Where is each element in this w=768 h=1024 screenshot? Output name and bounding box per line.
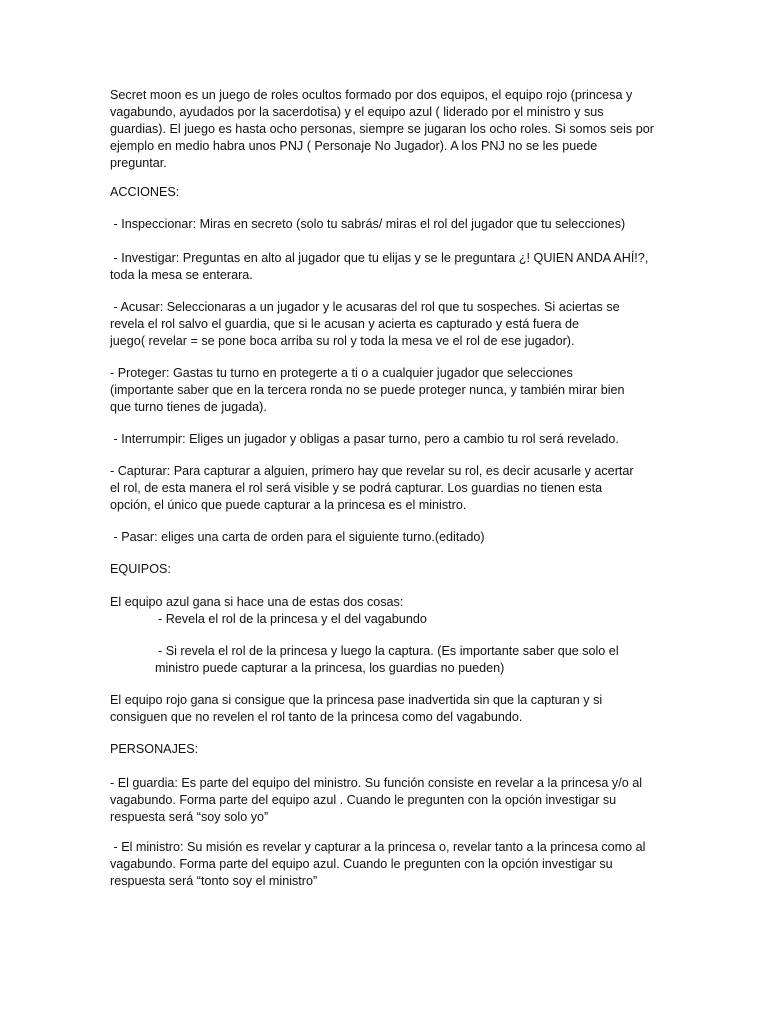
text-line: vagabundo. Forma parte del equipo azul. Cuando le pregunten con la opción investigar su [110,857,613,871]
text-line: preguntar. [110,156,167,170]
text-line: - Inspeccionar: Miras en secreto (solo tu sabrás/ miras el rol del jugador que tu selecciones) [110,217,626,231]
text-line: revela el rol salvo el guardia, que si le acusan y acierta es capturado y está fuera de [110,317,580,331]
text-line: ejemplo en medio habra unos PNJ ( Personaje No Jugador). A los PNJ no se les puede [110,139,598,153]
text-line: que turno tienes de jugada). [110,400,267,414]
text-line: guardias). El juego es hasta ocho personas, siempre se jugaran los ocho roles. Si somos seis por [110,122,654,136]
text-line: juego( revelar = se pone boca arriba su rol y toda la mesa ve el rol de ese jugador). [110,334,575,348]
text-line: vagabundo. Forma parte del equipo azul . Cuando le pregunten con la opción investigar su [110,793,617,807]
section-heading: PERSONAJES: [110,742,199,756]
text-line: - Pasar: eliges una carta de orden para el siguiente turno.(editado) [110,530,485,544]
text-line: (importante saber que en la tercera ronda no se puede proteger nunca, y también mirar bien [110,383,625,397]
text-line: - Proteger: Gastas tu turno en protegerte a ti o a cualquier jugador que selecciones [110,366,573,380]
text-line: Secret moon es un juego de roles ocultos formado por dos equipos, el equipo rojo (princesa y [110,88,633,102]
text-line: respuesta será “soy solo yo” [110,810,269,824]
text-line: - Investigar: Preguntas en alto al jugador que tu elijas y se le preguntara ¿! QUIEN ANDA AHÍ!?, [110,251,649,265]
section-heading: ACCIONES: [110,185,180,199]
text-line: consiguen que no revelen el rol tanto de la princesa como del vagabundo. [110,710,523,724]
text-line: - Revela el rol de la princesa y el del vagabundo [158,612,427,626]
section-heading: EQUIPOS: [110,562,171,576]
text-line: - El ministro: Su misión es revelar y capturar a la princesa o, revelar tanto a la princesa como al [110,840,646,854]
text-line: toda la mesa se enterara. [110,268,253,282]
text-line: respuesta será “tonto soy el ministro” [110,874,318,888]
text-line: vagabundo, ayudados por la sacerdotisa) y el equipo azul ( liderado por el ministro y sus [110,105,604,119]
text-line: - Acusar: Seleccionaras a un jugador y le acusaras del rol que tu sospeches. Si aciertas se [110,300,620,314]
text-line: - El guardia: Es parte del equipo del ministro. Su función consiste en revelar a la princesa y/o al [110,776,643,790]
text-line: El equipo rojo gana si consigue que la princesa pase inadvertida sin que la capturan y si [110,693,603,707]
text-line: el rol, de esta manera el rol será visible y se podrá capturar. Los guardias no tienen esta [110,481,603,495]
text-line: opción, el único que puede capturar a la princesa es el ministro. [110,498,467,512]
text-line: ministro puede capturar a la princesa, los guardias no pueden) [155,661,505,675]
text-line: - Capturar: Para capturar a alguien, primero hay que revelar su rol, es decir acusarle y acertar [110,464,634,478]
text-line: El equipo azul gana si hace una de estas dos cosas: [110,595,404,609]
text-line: - Interrumpir: Eliges un jugador y obligas a pasar turno, pero a cambio tu rol será revelado. [110,432,619,446]
text-line: - Si revela el rol de la princesa y luego la captura. (Es importante saber que solo el [158,644,619,658]
